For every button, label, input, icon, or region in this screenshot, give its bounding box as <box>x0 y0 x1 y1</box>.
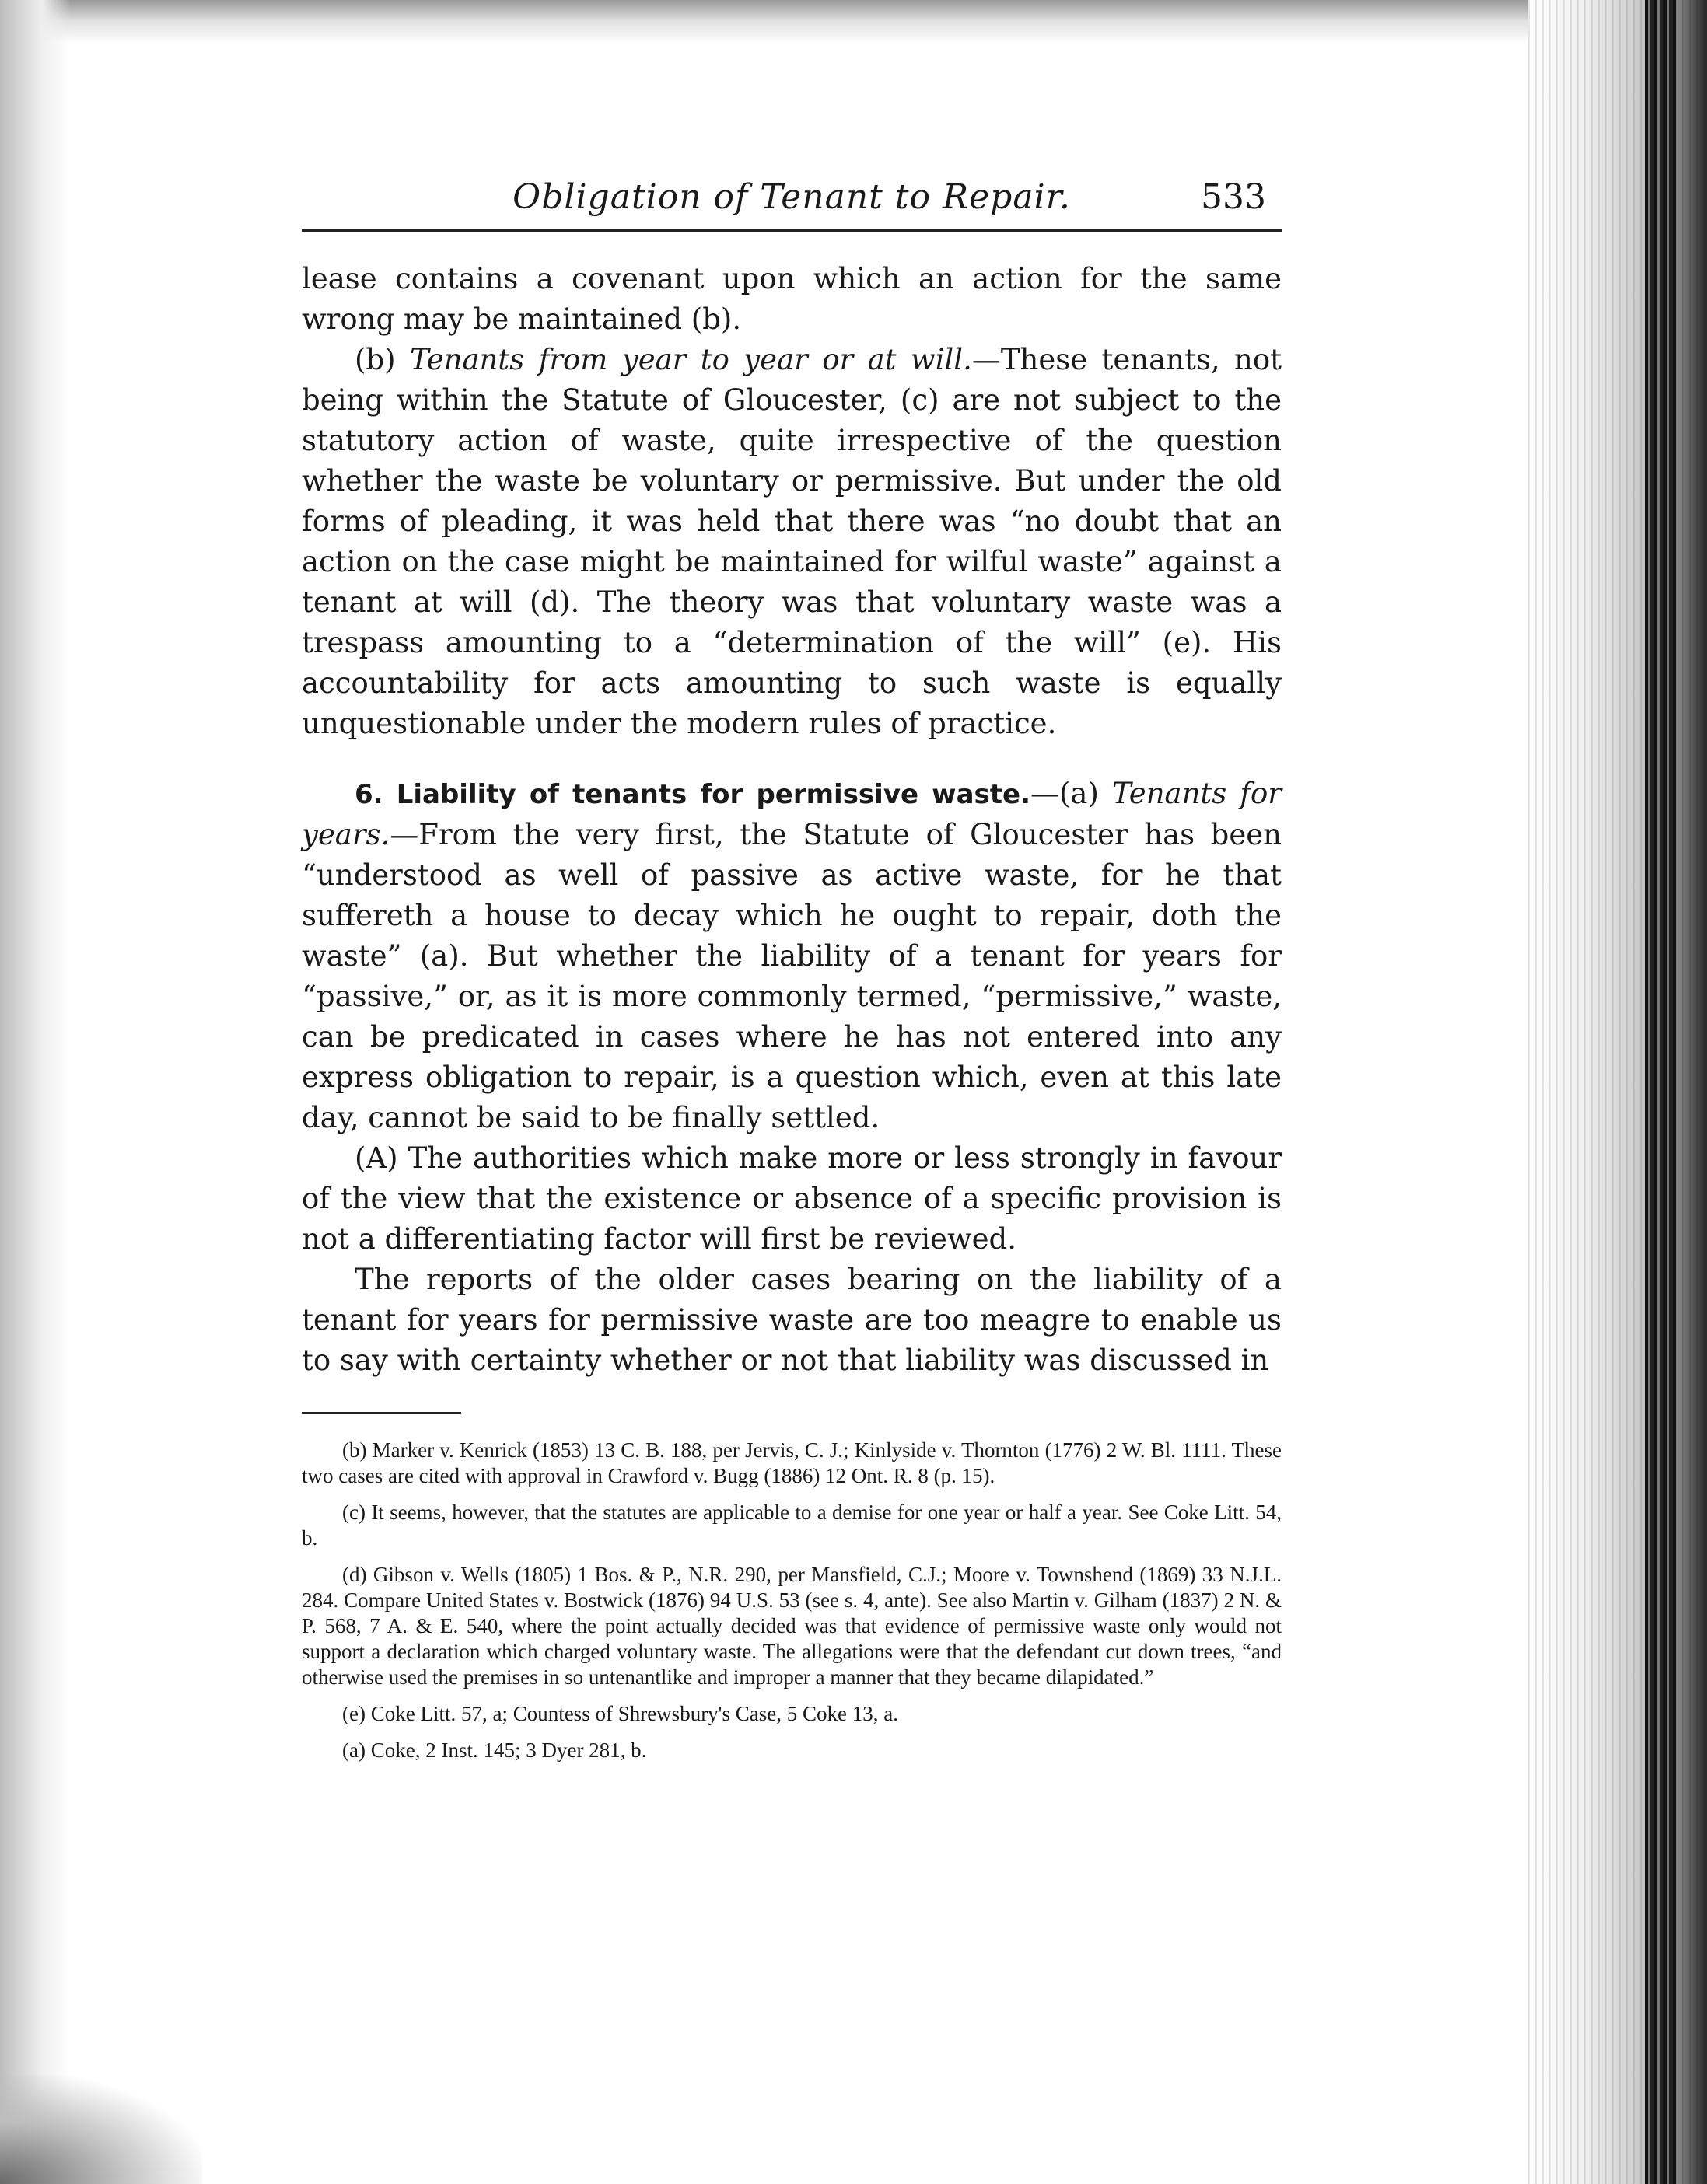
scan-spine <box>1645 0 1676 2184</box>
paragraph-marker: (b) <box>355 343 396 376</box>
scan-shadow-corner <box>0 2075 202 2184</box>
paragraph-marker: —(a) <box>1030 777 1099 810</box>
footnotes <box>302 1438 1282 1763</box>
running-title: Obligation of Tenant to Repair. <box>512 177 1071 217</box>
paragraph-lease: lease contains a covenant upon which an action for the same wrong may be maintained (b). <box>302 262 1282 336</box>
footnote-a: (a) Coke, 2 Inst. 145; 3 Dyer 281, b. <box>342 1738 647 1762</box>
footnote-b: (b) Marker v. Kenrick (1853) 13 C. B. 188, per Jervis, C. J.; Kinlyside v. Thornton (1776) 2 W. Bl. 1111. These two cases are cited with approval in Crawford v. Bugg (1886) 12 Ont. R. 8 (p. 15). <box>302 1438 1282 1487</box>
paragraph-section-6 <box>302 774 1282 1138</box>
footnote-c: (c) It seems, however, that the statutes are applicable to a demise for one year or half a year. See Coke Litt. 54, b. <box>302 1501 1282 1550</box>
body-text <box>302 259 1282 1381</box>
paragraph-text: —From the very first, the Statute of Gloucester has been “understood as well of passive as active waste, for he that suffereth a house to decay which he ought to repair, doth the waste” (a). But whether the liability of a tenant for years for “passive,” or, as it is more commonly termed, “permissive,” waste, can be predicated in cases where he has not entered into any express obligation to repair, is a question which, even at this late day, cannot be said to be finally settled. <box>302 818 1282 1134</box>
paragraph-tenants-year-to-year <box>302 340 1282 744</box>
page-header <box>302 156 1282 232</box>
paragraph-authorities: (A) The authorities which make more or less strongly in favour of the view that the existence or absence of a specific provision is not a differentiating factor will first be reviewed. <box>302 1141 1282 1256</box>
paragraph-older-cases: The reports of the older cases bearing on the liability of a tenant for years for permissive waste are too meagre to enable us to say with certainty whether or not that liability was discussed in <box>302 1263 1282 1377</box>
scan-page-edges-right <box>1528 0 1707 2184</box>
footnote-rule <box>302 1412 461 1414</box>
page-number: 533 <box>1201 177 1266 217</box>
scan-shadow-top <box>0 0 1707 43</box>
footnote-d: (d) Gibson v. Wells (1805) 1 Bos. & P., N.R. 290, per Mansfield, C.J.; Moore v. Townshend (1869) 33 N.J.L. 284. Compare United States v. Bostwick (1876) 94 U.S. 53 (see s. 4, ante). See also Martin v. Gilham (1837) 2 N. & P. 568, 7 A. & E. 540, where the point actually decided was that evidence of permissive waste only would not support a declaration which charged voluntary waste. The allegations were that the defendant cut down trees, “and otherwise used the premises in so untenantlike and improper a manner that they became dilapidated.” <box>302 1563 1282 1689</box>
paragraph-label: Tenants from year to year or at will. <box>409 343 972 376</box>
scan-shadow-left <box>0 0 70 2184</box>
section-heading: 6. Liability of tenants for permissive waste. <box>355 779 1030 810</box>
book-page <box>302 156 1282 1774</box>
footnote-e: (e) Coke Litt. 57, a; Countess of Shrewsbury's Case, 5 Coke 13, a. <box>342 1702 899 1725</box>
paragraph-label: Tenants for years. <box>302 777 1282 851</box>
paragraph-text: —These tenants, not being within the Statute of Gloucester, (c) are not subject to the statutory action of waste, quite irrespective of the question whether the waste be voluntary or permissive. But under the old forms of pleading, it was held that there was “no doubt that an action on the case might be maintained for wilful waste” against a tenant at will (d). The theory was that voluntary waste was a trespass amounting to a “determination of the will” (e). His accountability for acts amounting to such waste is equally unquestionable under the modern rules of practice. <box>302 343 1282 740</box>
